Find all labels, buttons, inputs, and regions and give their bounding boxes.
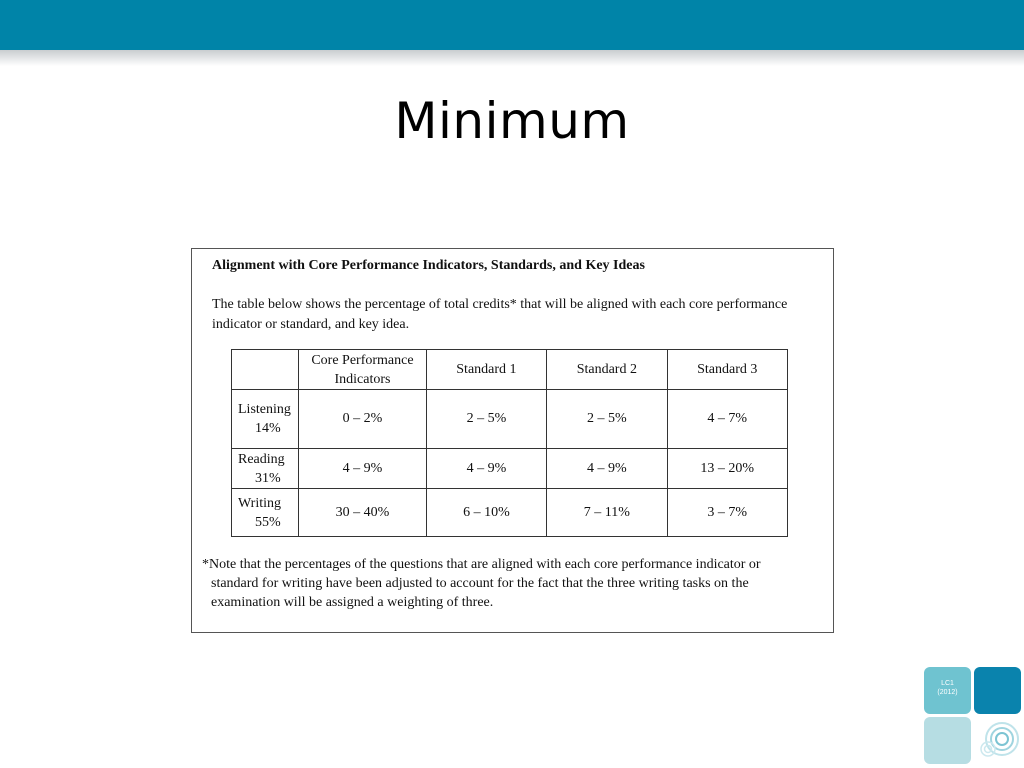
table-header-row [232,350,788,390]
table-cell: 4 – 7% [667,390,787,449]
table-cell: 2 – 5% [547,390,667,449]
table-cell: 6 – 10% [426,489,546,537]
logo-square-blue [974,667,1021,714]
table-cell: 0 – 2% [299,390,426,449]
row-label-percent: 14% [255,421,281,436]
table-cell: 2 – 5% [426,390,546,449]
table-cell: 30 – 40% [299,489,426,537]
logo-square-pale [924,717,971,764]
document-intro: The table below shows the percentage of total credits* that will be aligned with each core performance indicator or standard, and key idea. [212,297,788,332]
table-header-cell: Standard 1 [426,350,546,390]
table-cell: 7 – 11% [547,489,667,537]
table-row [232,449,788,489]
table-header-cell: Core Performance Indicators [299,350,426,390]
footnote-line: standard for writing have been adjusted to account for the fact that the three writing tasks on the [211,576,749,591]
slide-title: Minimum [394,92,630,150]
corner-logo [924,667,1022,765]
footnote-line: *Note that the percentages of the questions that are aligned with each core performance indicator or [202,557,761,572]
table-cell: 13 – 20% [667,449,787,489]
table-cell: 4 – 9% [299,449,426,489]
table-cell: 4 – 9% [426,449,546,489]
table-row [232,390,788,449]
header-shadow [0,50,1024,66]
table-header-cell [232,350,299,390]
row-label-percent: 55% [255,514,281,530]
table-cell: 3 – 7% [667,489,787,537]
footnote-line: examination will be assigned a weighting of three. [211,595,494,610]
header-bar [0,0,1024,50]
document-footnote [202,555,816,612]
logo-text-line: (2012) [937,689,958,696]
document-image [191,248,834,633]
table-header-cell: Standard 3 [667,350,787,390]
row-label-percent: 31% [255,470,281,486]
row-label [232,489,299,537]
logo-text [924,679,971,697]
row-label-name: Writing [238,495,281,511]
logo-square-teal [924,667,971,714]
row-label [232,449,299,489]
row-label-name: Listening [238,402,291,417]
document-heading: Alignment with Core Performance Indicators, Standards, and Key Ideas [212,258,645,273]
row-label-name: Reading [238,451,285,467]
table-cell: 4 – 9% [547,449,667,489]
logo-text-line: LC1 [941,680,954,687]
row-label [232,390,299,449]
table-row [232,489,788,537]
alignment-table [231,349,788,537]
table-header-cell: Standard 2 [547,350,667,390]
concentric-rings-icon [978,717,1022,761]
